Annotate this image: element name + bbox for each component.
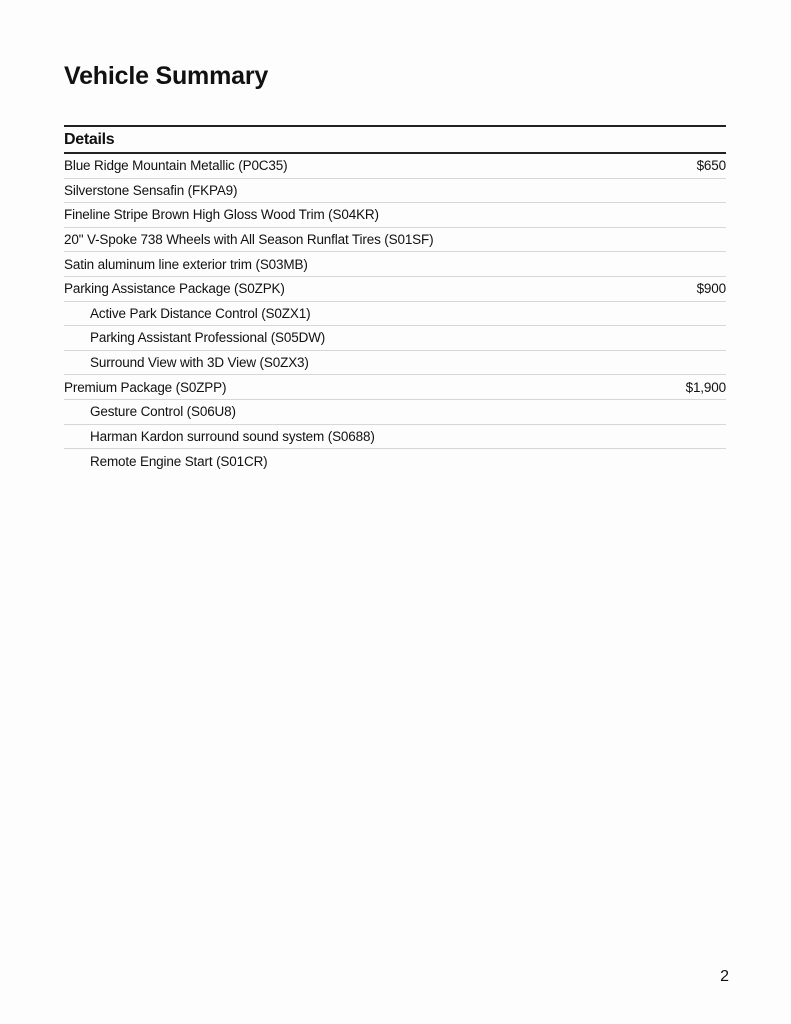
option-subrow-gesture-control xyxy=(64,400,726,425)
option-subrow-park-distance xyxy=(64,302,726,327)
option-label: Remote Engine Start (S01CR) xyxy=(90,453,268,469)
option-label: Parking Assistant Professional (S05DW) xyxy=(90,330,326,346)
option-label: 20" V-Spoke 738 Wheels with All Season Runflat Tires (S01SF) xyxy=(64,232,434,248)
option-price: $650 xyxy=(696,158,726,174)
option-label: Harman Kardon surround sound system (S0688) xyxy=(90,428,375,444)
option-label: Blue Ridge Mountain Metallic (P0C35) xyxy=(64,158,288,174)
option-label: Surround View with 3D View (S0ZX3) xyxy=(90,355,309,371)
page-title: Vehicle Summary xyxy=(64,62,269,90)
option-price: $900 xyxy=(696,281,726,297)
option-label: Premium Package (S0ZPP) xyxy=(64,379,227,395)
option-label: Gesture Control (S06U8) xyxy=(90,404,236,420)
option-row-wheels xyxy=(64,228,726,253)
option-row-paint xyxy=(64,154,726,179)
option-row-parking-package xyxy=(64,277,726,302)
option-row-exterior-trim xyxy=(64,252,726,277)
details-table xyxy=(64,125,726,474)
option-row-trim xyxy=(64,203,726,228)
page-number: 2 xyxy=(720,968,729,985)
option-label: Parking Assistance Package (S0ZPK) xyxy=(64,281,285,297)
option-subrow-parking-assistant xyxy=(64,326,726,351)
option-row-upholstery xyxy=(64,179,726,204)
option-label: Silverstone Sensafin (FKPA9) xyxy=(64,182,238,198)
option-label: Satin aluminum line exterior trim (S03MB) xyxy=(64,256,308,272)
option-subrow-remote-start xyxy=(64,449,726,474)
option-price: $1,900 xyxy=(685,379,726,395)
details-header: Details xyxy=(64,125,726,154)
option-label: Active Park Distance Control (S0ZX1) xyxy=(90,305,311,321)
option-row-premium-package xyxy=(64,375,726,400)
option-subrow-surround-view xyxy=(64,351,726,376)
option-subrow-harman-kardon xyxy=(64,425,726,450)
option-label: Fineline Stripe Brown High Gloss Wood Trim (S04KR) xyxy=(64,207,379,223)
